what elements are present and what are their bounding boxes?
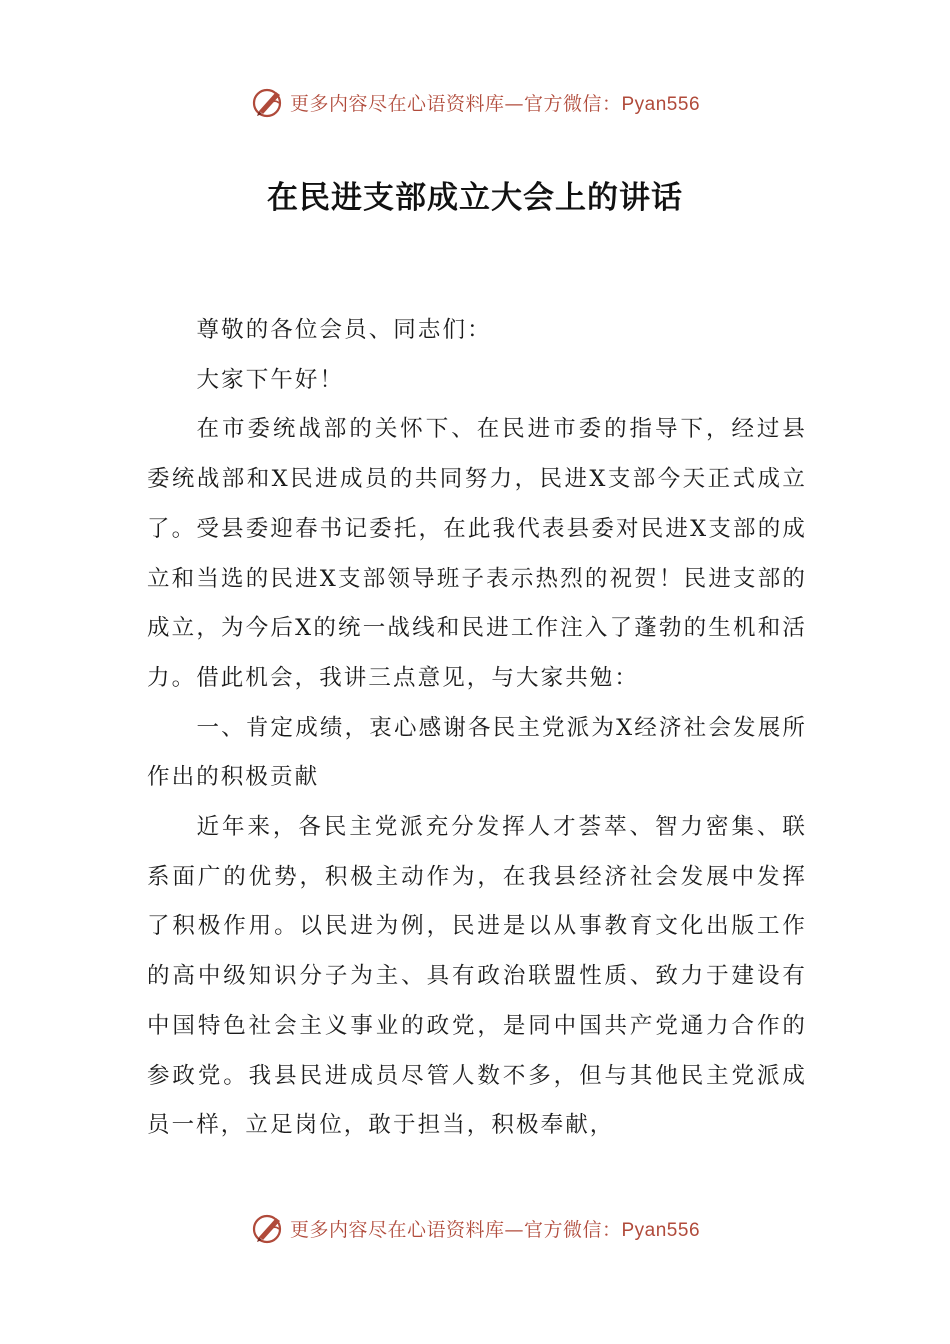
header-watermark-banner bbox=[0, 82, 950, 122]
wechat-id: Pyan556 bbox=[621, 93, 701, 115]
salutation: 尊敬的各位会员、同志们： bbox=[196, 317, 492, 343]
footer-watermark-banner bbox=[0, 1208, 950, 1248]
watermark-text bbox=[290, 89, 700, 116]
section-heading: 一、肯定成绩，衷心感谢各民主党派为X经济社会发展所作出的积极贡献 bbox=[147, 714, 807, 791]
watermark-caption: 更多内容尽在心语资料库—官方微信： bbox=[289, 1218, 622, 1241]
document-body bbox=[147, 306, 807, 1151]
pen-logo-icon bbox=[250, 84, 286, 120]
watermark-text bbox=[290, 1215, 700, 1242]
wechat-id: Pyan556 bbox=[621, 1219, 701, 1241]
watermark-caption: 更多内容尽在心语资料库—官方微信： bbox=[289, 92, 622, 115]
greeting: 大家下午好！ bbox=[196, 366, 345, 393]
body-paragraph: 在市委统战部的关怀下、在民进市委的指导下，经过县委统战部和X民进成员的共同努力，民进X支部今天正式成立了。受县委迎春书记委托，在此我代表县委对民进X支部的成立和当选的民进X支部领导班子表示热烈的祝贺！民进支部的成立，为今后X的统一战线和民进工作注入了蓬勃的生机和活力。借此机会，我讲三点意见，与大家共勉： bbox=[147, 416, 807, 691]
body-paragraph: 近年来，各民主党派充分发挥人才荟萃、智力密集、联系面广的优势，积极主动作为，在我县经济社会发展中发挥了积极作用。以民进为例，民进是以从事教育文化出版工作的高中级知识分子为主、具有政治联盟性质、致力于建设有中国特色社会主义事业的政党，是同中国共产党通力合作的参政党。我县民进成员尽管人数不多，但与其他民主党派成员一样，立足岗位，敢于担当，积极奉献， bbox=[147, 814, 807, 1139]
pen-logo-icon bbox=[250, 1210, 286, 1246]
document-title: 在民进支部成立大会上的讲话 bbox=[267, 180, 683, 216]
